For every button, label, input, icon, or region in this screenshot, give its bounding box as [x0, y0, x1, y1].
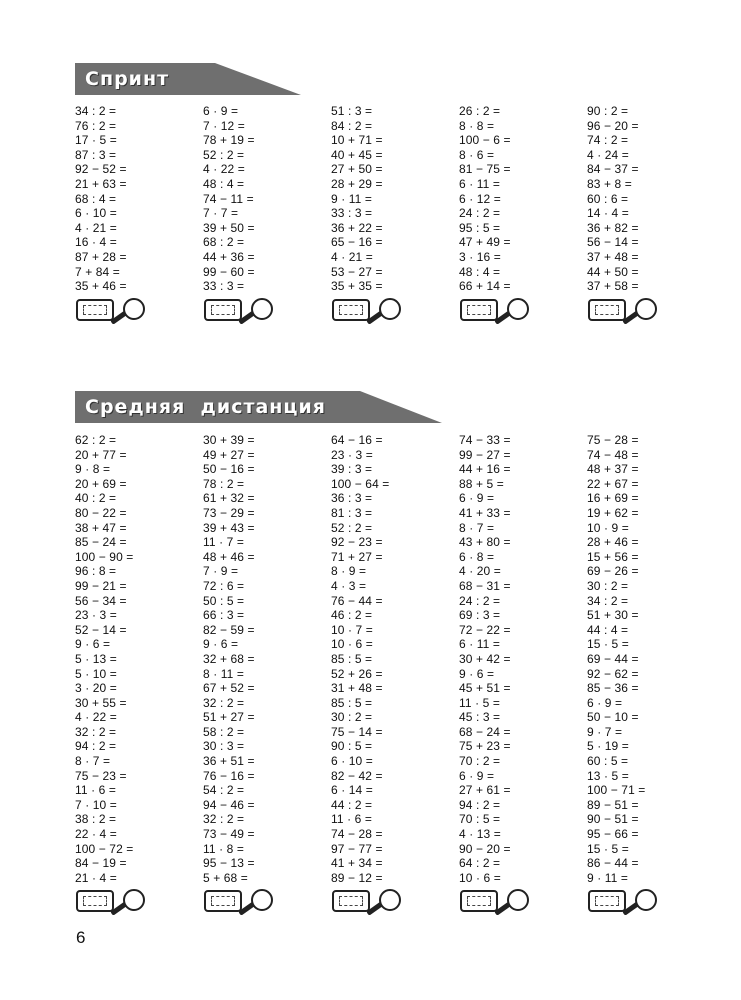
- exercise-column: [203, 104, 331, 326]
- exercise-item: 74 − 11 =: [203, 191, 254, 206]
- exercise-item: 87 + 28 =: [75, 249, 127, 264]
- exercise-item: 90 − 20 =: [459, 841, 511, 856]
- exercise-item: 99 − 27 =: [459, 447, 511, 462]
- exercise-item: 85 − 36 =: [587, 681, 639, 696]
- exercise-item: 54 : 2 =: [203, 783, 245, 798]
- exercise-item: 30 : 3 =: [203, 739, 245, 754]
- magnifier-icon: [123, 889, 145, 911]
- self-check-timer: [587, 296, 659, 326]
- exercise-item: 6 · 11 =: [459, 176, 500, 191]
- exercise-item: 50 − 10 =: [587, 710, 639, 725]
- exercise-item: 19 + 62 =: [587, 505, 639, 520]
- exercise-item: 50 − 16 =: [203, 462, 255, 477]
- exercise-item: 20 + 77 =: [75, 447, 127, 462]
- exercise-item: 6 · 9 =: [203, 104, 239, 118]
- exercise-item: 3 · 16 =: [459, 249, 501, 264]
- exercise-item: 23 · 3 =: [331, 447, 373, 462]
- exercise-item: 16 · 4 =: [75, 235, 117, 250]
- exercise-item: 89 − 51 =: [587, 797, 639, 812]
- exercise-item: 72 : 6 =: [203, 578, 245, 593]
- exercise-item: 37 + 58 =: [587, 279, 639, 294]
- exercise-item: 52 + 26 =: [331, 666, 383, 681]
- exercise-item: 23 · 3 =: [75, 608, 117, 623]
- exercise-item: 61 + 32 =: [203, 491, 255, 506]
- exercise-item: 75 − 14 =: [331, 724, 383, 739]
- exercise-item: 35 + 46 =: [75, 279, 127, 294]
- exercise-item: 11 · 5 =: [459, 695, 500, 710]
- exercise-item: 97 − 77 =: [331, 841, 383, 856]
- stopwatch-display-icon: [204, 299, 242, 321]
- middle-distance-title: Средняя дистанция: [85, 396, 327, 418]
- exercise-item: 56 − 34 =: [75, 593, 127, 608]
- exercise-item: 10 · 9 =: [587, 520, 629, 535]
- middle-distance-banner: [75, 391, 360, 423]
- exercise-item: 17 · 5 =: [75, 133, 117, 148]
- exercise-item: 73 − 29 =: [203, 505, 255, 520]
- sprint-banner: [75, 63, 215, 95]
- exercise-item: 6 · 10 =: [331, 754, 373, 769]
- exercise-item: 78 : 2 =: [203, 476, 245, 491]
- stopwatch-display-icon: [76, 890, 114, 912]
- exercise-item: 9 · 6 =: [459, 666, 495, 681]
- exercise-item: 68 : 4 =: [75, 191, 117, 206]
- exercise-item: 99 − 60 =: [203, 264, 255, 279]
- exercise-column: [75, 104, 203, 326]
- exercise-item: 88 + 5 =: [459, 476, 504, 491]
- exercise-item: 11 · 7 =: [203, 535, 244, 550]
- exercise-item: 41 + 34 =: [331, 856, 383, 871]
- exercise-item: 74 : 2 =: [587, 133, 629, 148]
- exercise-column: [459, 104, 587, 326]
- self-check-timer: [587, 887, 659, 917]
- exercise-item: 90 − 51 =: [587, 812, 639, 827]
- exercise-item: 4 · 13 =: [459, 827, 501, 842]
- exercise-item: 75 − 23 =: [75, 768, 127, 783]
- exercise-item: 100 − 90 =: [75, 549, 134, 564]
- exercise-item: 86 − 44 =: [587, 856, 639, 871]
- exercise-item: 4 · 3 =: [331, 578, 367, 593]
- exercise-item: 92 − 52 =: [75, 162, 127, 177]
- exercise-item: 36 + 51 =: [203, 754, 255, 769]
- exercise-item: 82 − 42 =: [331, 768, 383, 783]
- exercise-item: 41 + 33 =: [459, 505, 511, 520]
- exercise-item: 60 : 6 =: [587, 191, 629, 206]
- exercise-item: 94 : 2 =: [459, 797, 501, 812]
- exercise-item: 68 : 2 =: [203, 235, 245, 250]
- exercise-item: 36 + 22 =: [331, 220, 383, 235]
- exercise-item: 4 · 24 =: [587, 147, 629, 162]
- exercise-item: 44 + 36 =: [203, 249, 255, 264]
- self-check-timer: [75, 887, 147, 917]
- self-check-timer: [459, 296, 531, 326]
- exercise-item: 40 + 45 =: [331, 147, 383, 162]
- exercise-item: 43 + 80 =: [459, 535, 511, 550]
- exercise-item: 58 : 2 =: [203, 724, 245, 739]
- exercise-item: 74 − 48 =: [587, 447, 639, 462]
- exercise-item: 84 − 19 =: [75, 856, 127, 871]
- exercise-item: 49 + 27 =: [203, 447, 255, 462]
- exercise-item: 11 · 6 =: [331, 812, 372, 827]
- exercise-item: 27 + 61 =: [459, 783, 511, 798]
- exercise-item: 10 + 71 =: [331, 133, 383, 148]
- exercise-item: 24 : 2 =: [459, 593, 501, 608]
- exercise-item: 85 : 5 =: [331, 695, 373, 710]
- exercise-item: 5 · 10 =: [75, 666, 117, 681]
- stopwatch-display-icon: [332, 890, 370, 912]
- exercise-item: 40 : 2 =: [75, 491, 117, 506]
- exercise-item: 16 + 69 =: [587, 491, 639, 506]
- exercise-item: 71 + 27 =: [331, 549, 383, 564]
- exercise-item: 30 + 39 =: [203, 433, 255, 447]
- magnifier-icon: [507, 298, 529, 320]
- exercise-item: 6 · 9 =: [587, 695, 623, 710]
- exercise-item: 90 : 5 =: [331, 739, 373, 754]
- exercise-item: 65 − 16 =: [331, 235, 383, 250]
- self-check-timer: [331, 296, 403, 326]
- exercise-item: 10 · 6 =: [459, 870, 501, 885]
- exercise-item: 15 · 5 =: [587, 637, 629, 652]
- exercise-item: 3 · 20 =: [75, 681, 117, 696]
- exercise-item: 64 : 2 =: [459, 856, 501, 871]
- exercise-item: 34 : 2 =: [75, 104, 117, 118]
- middle-distance-exercises: [75, 433, 725, 917]
- exercise-item: 44 + 16 =: [459, 462, 511, 477]
- exercise-item: 100 − 72 =: [75, 841, 134, 856]
- exercise-item: 9 · 8 =: [75, 462, 111, 477]
- exercise-item: 60 : 5 =: [587, 754, 629, 769]
- exercise-item: 87 : 3 =: [75, 147, 117, 162]
- exercise-item: 100 − 6 =: [459, 133, 511, 148]
- exercise-column: [331, 104, 459, 326]
- exercise-item: 100 − 64 =: [331, 476, 390, 491]
- exercise-item: 56 − 14 =: [587, 235, 639, 250]
- exercise-item: 6 · 10 =: [75, 206, 117, 221]
- stopwatch-display-icon: [460, 299, 498, 321]
- exercise-item: 10 · 6 =: [331, 637, 373, 652]
- exercise-item: 62 : 2 =: [75, 433, 117, 447]
- exercise-item: 95 − 66 =: [587, 827, 639, 842]
- exercise-item: 15 · 5 =: [587, 841, 629, 856]
- magnifier-icon: [379, 298, 401, 320]
- exercise-item: 5 · 13 =: [75, 651, 117, 666]
- exercise-item: 30 + 42 =: [459, 651, 511, 666]
- exercise-item: 21 + 63 =: [75, 176, 127, 191]
- self-check-timer: [331, 887, 403, 917]
- exercise-item: 100 − 71 =: [587, 783, 646, 798]
- exercise-item: 64 − 16 =: [331, 433, 383, 447]
- exercise-item: 20 + 69 =: [75, 476, 127, 491]
- exercise-item: 76 − 16 =: [203, 768, 255, 783]
- exercise-item: 9 · 11 =: [331, 191, 372, 206]
- exercise-item: 24 : 2 =: [459, 206, 501, 221]
- exercise-item: 8 · 7 =: [459, 520, 495, 535]
- exercise-item: 5 + 68 =: [203, 870, 248, 885]
- sprint-exercises: [75, 104, 725, 326]
- exercise-item: 30 + 55 =: [75, 695, 127, 710]
- exercise-item: 38 + 47 =: [75, 520, 127, 535]
- exercise-item: 32 + 68 =: [203, 651, 255, 666]
- exercise-item: 44 + 50 =: [587, 264, 639, 279]
- exercise-item: 14 · 4 =: [587, 206, 629, 221]
- exercise-column: [75, 433, 203, 917]
- magnifier-icon: [507, 889, 529, 911]
- exercise-item: 36 + 82 =: [587, 220, 639, 235]
- magnifier-icon: [635, 298, 657, 320]
- exercise-item: 89 − 12 =: [331, 870, 383, 885]
- exercise-item: 39 + 50 =: [203, 220, 255, 235]
- exercise-item: 95 : 5 =: [459, 220, 501, 235]
- exercise-item: 68 − 24 =: [459, 724, 511, 739]
- exercise-item: 13 · 5 =: [587, 768, 629, 783]
- exercise-column: [587, 104, 715, 326]
- exercise-item: 8 · 9 =: [331, 564, 367, 579]
- exercise-item: 75 + 23 =: [459, 739, 511, 754]
- exercise-item: 52 − 14 =: [75, 622, 127, 637]
- exercise-item: 28 + 46 =: [587, 535, 639, 550]
- exercise-item: 94 − 46 =: [203, 797, 255, 812]
- self-check-timer: [75, 296, 147, 326]
- exercise-item: 15 + 56 =: [587, 549, 639, 564]
- exercise-item: 10 · 7 =: [331, 622, 373, 637]
- exercise-item: 84 : 2 =: [331, 118, 373, 133]
- stopwatch-display-icon: [460, 890, 498, 912]
- exercise-item: 22 + 67 =: [587, 476, 639, 491]
- exercise-item: 78 + 19 =: [203, 133, 255, 148]
- exercise-item: 11 · 6 =: [75, 783, 116, 798]
- exercise-item: 6 · 12 =: [459, 191, 501, 206]
- exercise-item: 8 · 11 =: [203, 666, 244, 681]
- exercise-item: 9 · 11 =: [587, 870, 628, 885]
- exercise-item: 9 · 6 =: [75, 637, 111, 652]
- exercise-item: 99 − 21 =: [75, 578, 127, 593]
- exercise-item: 44 : 4 =: [587, 622, 629, 637]
- exercise-column: [203, 433, 331, 917]
- exercise-item: 32 : 2 =: [203, 695, 245, 710]
- exercise-item: 52 : 2 =: [203, 147, 245, 162]
- magnifier-icon: [123, 298, 145, 320]
- exercise-item: 48 : 4 =: [459, 264, 501, 279]
- exercise-item: 8 · 7 =: [75, 754, 111, 769]
- exercise-item: 70 : 2 =: [459, 754, 501, 769]
- exercise-column: [331, 433, 459, 917]
- exercise-item: 27 + 50 =: [331, 162, 383, 177]
- self-check-timer: [203, 296, 275, 326]
- exercise-item: 34 : 2 =: [587, 593, 629, 608]
- stopwatch-display-icon: [204, 890, 242, 912]
- exercise-item: 95 − 13 =: [203, 856, 255, 871]
- banner-arrow: [215, 63, 301, 95]
- exercise-item: 67 + 52 =: [203, 681, 255, 696]
- exercise-item: 48 + 46 =: [203, 549, 255, 564]
- exercise-item: 47 + 49 =: [459, 235, 511, 250]
- exercise-item: 32 : 2 =: [203, 812, 245, 827]
- exercise-item: 9 · 7 =: [587, 724, 623, 739]
- exercise-item: 4 · 22 =: [75, 710, 117, 725]
- exercise-item: 37 + 48 =: [587, 249, 639, 264]
- magnifier-icon: [251, 298, 273, 320]
- exercise-item: 69 − 26 =: [587, 564, 639, 579]
- exercise-item: 6 · 9 =: [459, 491, 495, 506]
- exercise-item: 6 · 9 =: [459, 768, 495, 783]
- exercise-item: 82 − 59 =: [203, 622, 255, 637]
- exercise-item: 30 : 2 =: [587, 578, 629, 593]
- exercise-item: 4 · 20 =: [459, 564, 501, 579]
- exercise-item: 76 : 2 =: [75, 118, 117, 133]
- exercise-item: 7 · 10 =: [75, 797, 117, 812]
- exercise-item: 69 : 3 =: [459, 608, 501, 623]
- exercise-item: 5 · 19 =: [587, 739, 629, 754]
- exercise-item: 26 : 2 =: [459, 104, 501, 118]
- exercise-item: 52 : 2 =: [331, 520, 373, 535]
- exercise-item: 8 · 8 =: [459, 118, 495, 133]
- exercise-item: 66 + 14 =: [459, 279, 511, 294]
- exercise-item: 32 : 2 =: [75, 724, 117, 739]
- exercise-item: 6 · 8 =: [459, 549, 495, 564]
- exercise-item: 53 − 27 =: [331, 264, 383, 279]
- magnifier-icon: [251, 889, 273, 911]
- exercise-item: 9 · 6 =: [203, 637, 239, 652]
- exercise-item: 81 : 3 =: [331, 505, 373, 520]
- stopwatch-display-icon: [332, 299, 370, 321]
- exercise-item: 38 : 2 =: [75, 812, 117, 827]
- exercise-item: 36 : 3 =: [331, 491, 373, 506]
- exercise-item: 44 : 2 =: [331, 797, 373, 812]
- exercise-item: 45 + 51 =: [459, 681, 511, 696]
- exercise-item: 76 − 44 =: [331, 593, 383, 608]
- exercise-item: 7 + 84 =: [75, 264, 120, 279]
- exercise-item: 33 : 3 =: [203, 279, 245, 294]
- exercise-item: 48 + 37 =: [587, 462, 639, 477]
- exercise-item: 73 − 49 =: [203, 827, 255, 842]
- exercise-item: 74 − 28 =: [331, 827, 383, 842]
- exercise-item: 96 − 20 =: [587, 118, 639, 133]
- exercise-item: 74 − 33 =: [459, 433, 511, 447]
- page-number: 6: [76, 928, 86, 947]
- exercise-item: 8 · 6 =: [459, 147, 495, 162]
- exercise-item: 80 − 22 =: [75, 505, 127, 520]
- exercise-item: 35 + 35 =: [331, 279, 383, 294]
- exercise-item: 6 · 14 =: [331, 783, 373, 798]
- magnifier-icon: [635, 889, 657, 911]
- exercise-item: 51 : 3 =: [331, 104, 373, 118]
- exercise-item: 70 : 5 =: [459, 812, 501, 827]
- exercise-item: 46 : 2 =: [331, 608, 373, 623]
- stopwatch-display-icon: [588, 890, 626, 912]
- exercise-item: 92 − 23 =: [331, 535, 383, 550]
- exercise-item: 39 + 43 =: [203, 520, 255, 535]
- stopwatch-display-icon: [76, 299, 114, 321]
- exercise-item: 28 + 29 =: [331, 176, 383, 191]
- exercise-item: 69 − 44 =: [587, 651, 639, 666]
- exercise-item: 85 − 24 =: [75, 535, 127, 550]
- exercise-item: 94 : 2 =: [75, 739, 117, 754]
- exercise-item: 30 : 2 =: [331, 710, 373, 725]
- exercise-item: 68 − 31 =: [459, 578, 511, 593]
- self-check-timer: [459, 887, 531, 917]
- exercise-column: [587, 433, 715, 917]
- exercise-item: 85 : 5 =: [331, 651, 373, 666]
- exercise-item: 84 − 37 =: [587, 162, 639, 177]
- banner-arrow: [360, 391, 442, 423]
- exercise-item: 4 · 21 =: [75, 220, 117, 235]
- stopwatch-display-icon: [588, 299, 626, 321]
- exercise-item: 51 + 27 =: [203, 710, 255, 725]
- exercise-item: 39 : 3 =: [331, 462, 373, 477]
- self-check-timer: [203, 887, 275, 917]
- exercise-item: 45 : 3 =: [459, 710, 501, 725]
- exercise-item: 33 : 3 =: [331, 206, 373, 221]
- exercise-item: 66 : 3 =: [203, 608, 245, 623]
- exercise-item: 96 : 8 =: [75, 564, 117, 579]
- exercise-item: 31 + 48 =: [331, 681, 383, 696]
- exercise-item: 72 − 22 =: [459, 622, 511, 637]
- exercise-item: 50 : 5 =: [203, 593, 245, 608]
- exercise-item: 7 · 7 =: [203, 206, 239, 221]
- exercise-item: 4 · 22 =: [203, 162, 245, 177]
- exercise-item: 48 : 4 =: [203, 176, 245, 191]
- sprint-title: Спринт: [85, 68, 170, 90]
- exercise-item: 7 · 9 =: [203, 564, 239, 579]
- exercise-item: 51 + 30 =: [587, 608, 639, 623]
- exercise-item: 6 · 11 =: [459, 637, 500, 652]
- exercise-item: 11 · 8 =: [203, 841, 244, 856]
- exercise-column: [459, 433, 587, 917]
- magnifier-icon: [379, 889, 401, 911]
- exercise-item: 90 : 2 =: [587, 104, 629, 118]
- exercise-item: 7 · 12 =: [203, 118, 245, 133]
- exercise-item: 22 · 4 =: [75, 827, 117, 842]
- exercise-item: 75 − 28 =: [587, 433, 639, 447]
- exercise-item: 4 · 21 =: [331, 249, 373, 264]
- exercise-item: 83 + 8 =: [587, 176, 632, 191]
- exercise-item: 81 − 75 =: [459, 162, 511, 177]
- exercise-item: 92 − 62 =: [587, 666, 639, 681]
- exercise-item: 21 · 4 =: [75, 870, 117, 885]
